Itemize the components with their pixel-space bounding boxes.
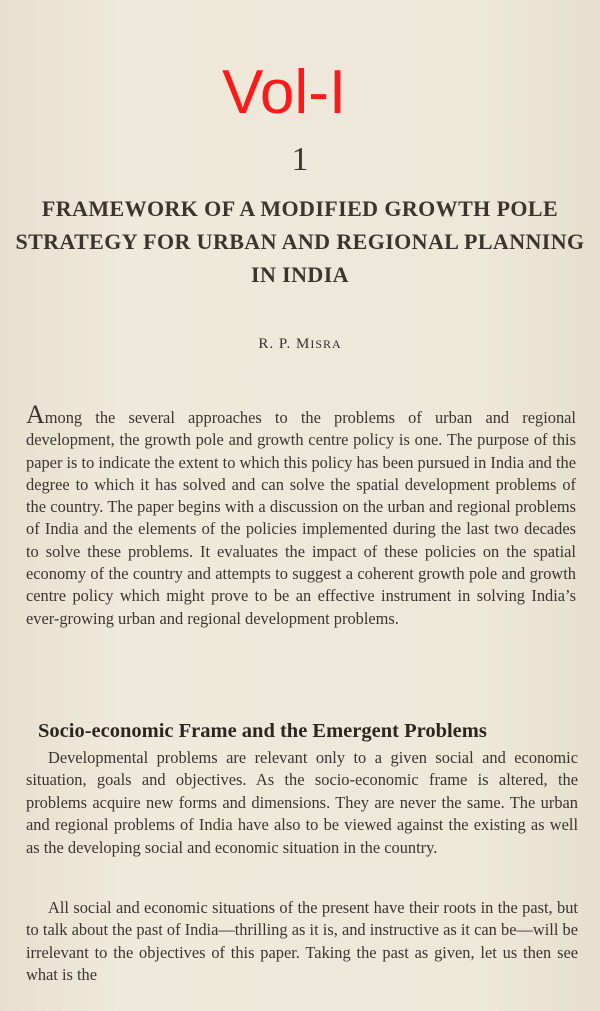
abstract-text: mong the several approaches to the problems of urban and regional development, the growth pole and growth centre policy is one. The purpose of this paper is to indicate the extent to which this policy has been pursued in India and the degree to which it has solved and can solve the spatial development problems of the country. The paper begins with a discussion on the urban and regional problems of India and the elements of the policies implemented during the last two decades to solve these problems. It evaluates the impact of these policies on the spatial economy of the country and attempts to suggest a coherent growth pole and growth centre policy which might prove to be an effective instrument in solving India’s ever-growing urban and regional development problems. [26, 408, 576, 628]
abstract-paragraph [26, 400, 576, 630]
section-heading: Socio-economic Frame and the Emergent Problems [38, 720, 487, 742]
volume-annotation: Vol-I [222, 58, 347, 127]
initial-letter: A [26, 400, 45, 429]
chapter-number: 1 [291, 141, 309, 178]
chapter-title: FRAMEWORK OF A MODIFIED GROWTH POLE STRATEGY FOR URBAN AND REGIONAL PLANNING IN INDIA [15, 196, 585, 287]
body-paragraph: All social and economic situations of the present have their roots in the past, but to talk about the past of India—thrilling as it is, and instructive as it can be—will be irrelevant to the objectives of this paper. Taking the past as given, let us then see what is the [26, 898, 578, 985]
author-name [0, 334, 600, 354]
author-initials: R. P. M [258, 336, 311, 352]
body-paragraph: Developmental problems are relevant only to a given social and economic situation, goals and objectives. As the socio-economic frame is altered, the problems acquire new forms and dimensions. They are never the same. The urban and regional problems of India have also to be viewed against the existing as well as the developing social and economic situation in the country. [26, 748, 578, 857]
author-surname-smallcaps: ISRA [310, 337, 342, 351]
